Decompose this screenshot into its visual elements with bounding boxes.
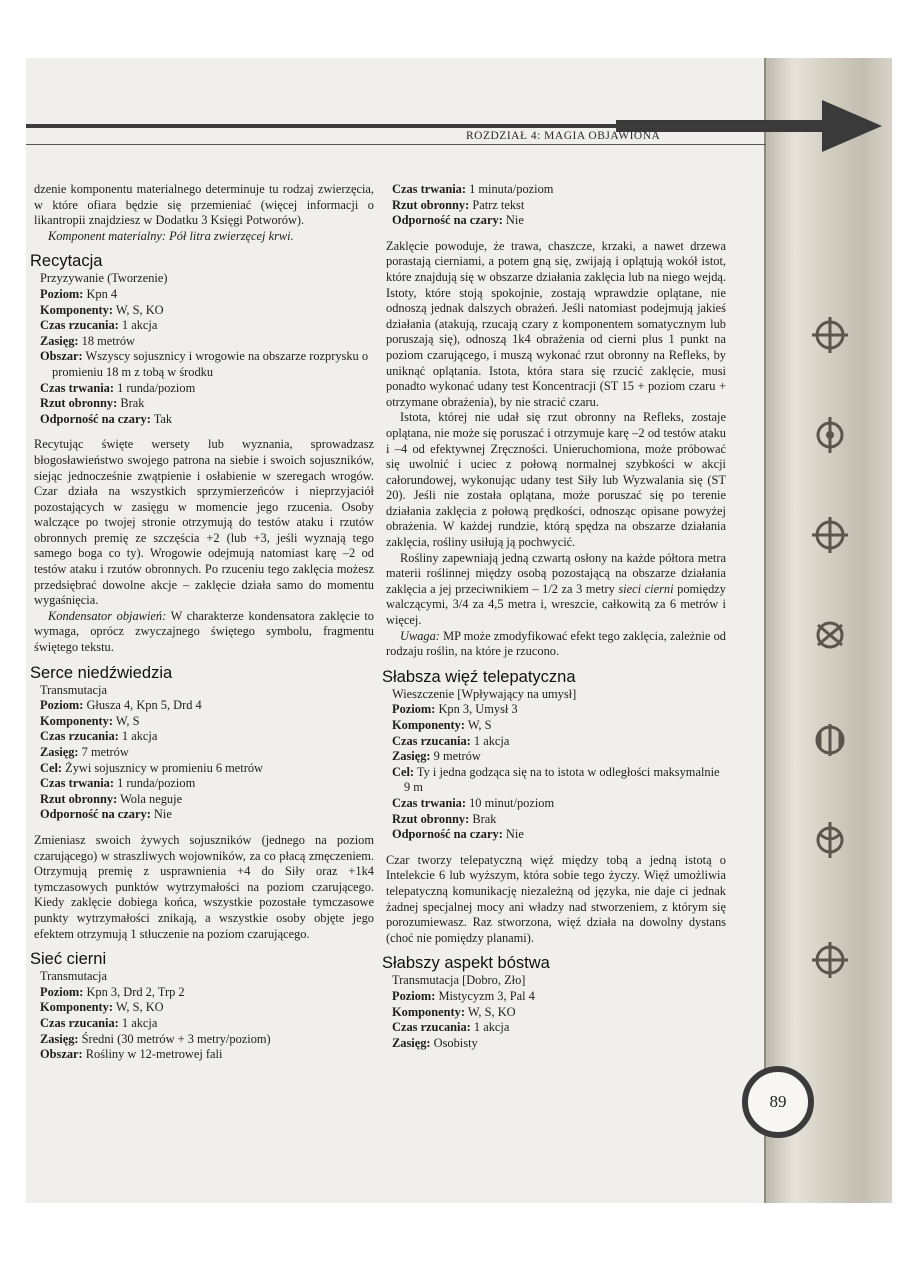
holy-symbol-icon <box>808 818 852 862</box>
stat-line <box>386 812 726 828</box>
stat-line <box>34 729 374 745</box>
spell-title: Serce niedźwiedzia <box>30 663 173 682</box>
stat-value: Kpn 4 <box>83 286 118 301</box>
stat-line <box>386 796 726 812</box>
page-number: 89 <box>742 1066 814 1138</box>
stat-value: 7 metrów <box>78 745 129 759</box>
paragraph <box>386 629 726 660</box>
stat-value: Kpn 3, Umysł 3 <box>435 702 518 717</box>
stat-label: Obszar: <box>40 1047 83 1062</box>
stat-value: Nie <box>150 807 172 822</box>
stat-label: Zasięg: <box>40 333 79 348</box>
stat-line <box>386 702 726 718</box>
stat-line <box>34 1032 374 1048</box>
stat-label: Cel: <box>40 760 63 775</box>
stat-label: Komponenty: <box>40 302 113 317</box>
stat-value: W, S, KO <box>112 1000 164 1015</box>
spell-title: Sieć cierni <box>30 950 107 969</box>
stat-value: Średni (30 metrów + 3 metry/poziom) <box>78 1031 271 1046</box>
stat-value: Osobisty <box>430 1035 478 1050</box>
book-page <box>26 58 892 1203</box>
stat-value: Ty i jedna godząca się na to istota w odległości maksymalnie 9 m <box>404 764 720 795</box>
stat-line <box>34 698 374 714</box>
stat-line <box>386 734 726 750</box>
right-column <box>382 182 726 1051</box>
paragraph: Zaklęcie powoduje, że trawa, chaszcze, krzaki, a nawet drzewa porastają cierniami, a potem gną się, zwijają i oplątują wokół istot, które znajdują się w obszarze działania zaklęcia lub na niego wejdą. Istoty, które stoją spokojnie, zostają wprawdzie oplątane, nie odnoszą jednak dalszych obrażeń. Jeśli natomiast podejmują jakieś działania (atakują, rzucają czary z komponentem somatycznym lub poruszają się), odnoszą 1k4 obrażenia od cierni plus 1 punkt na poziom czarującego, i muszą wykonać rzut obronny na Refleks, by uniknąć oplątania. Istota, która stara się rzucić zaklęcie, musi ponadto wykonać udany test Koncentracji (ST 15 + poziom czaru + otrzymane obrażenia), by nie stracić czaru. <box>386 238 726 409</box>
stat-label: Odporność na czary: <box>392 827 503 842</box>
stat-value: 9 metrów <box>430 749 481 764</box>
paragraph: dzenie komponentu materialnego determinuje tu rodzaj zwierzęcia, w które ofiara będzie się przemieniać (więcej informacji o likantropii znajdziesz w Dodatku 3 Księgi Potworów). <box>34 182 374 228</box>
stat-value: Patrz tekst <box>469 197 525 212</box>
stat-line <box>34 396 374 412</box>
stat-label: Poziom: <box>392 988 436 1003</box>
stat-line <box>386 1036 726 1052</box>
stat-label: Czas trwania: <box>392 182 466 196</box>
stat-value: 1 minuta/poziom <box>466 182 554 196</box>
stat-line <box>34 1000 374 1016</box>
stat-line <box>34 349 374 380</box>
stat-value: W, S <box>464 718 492 732</box>
header-rule-thick <box>26 124 766 128</box>
holy-symbol-icon <box>808 313 852 357</box>
stat-label: Poziom: <box>392 702 436 717</box>
stat-value: Głusza 4, Kpn 5, Drd 4 <box>83 698 202 713</box>
stat-label: Poziom: <box>40 698 84 713</box>
paragraph <box>34 609 374 656</box>
stat-value: 1 akcja <box>118 1015 158 1030</box>
chapter-header: ROZDZIAŁ 4: MAGIA OBJAWIONA <box>466 130 661 142</box>
stat-line <box>34 1047 374 1063</box>
stat-value: W, S, KO <box>464 1004 516 1019</box>
paragraph: Zmieniasz swoich żywych sojuszników (jednego na poziom czarującego) w straszliwych wojowników, za co płacą zmęczeniem. Otrzymują premię z usprawnienia +4 do Siły oraz +1k4 tymczasowych punktów wytrzymałości na poziom czarującego. Kiedy zaklęcie dobiega końca, wszystkie pozostałe tymczasowe punkty wytrzymałości znikają, a wszystkie osoby objęte jego efektem otrzymują 1 stłuczenie na poziom czarującego. <box>34 832 374 941</box>
stat-line <box>34 985 374 1001</box>
stat-value: Nie <box>502 827 524 842</box>
stat-label: Poziom: <box>40 984 84 999</box>
stat-value: 1 akcja <box>470 733 510 748</box>
stat-value: 1 akcja <box>470 1020 510 1035</box>
stat-line <box>34 303 374 319</box>
stat-label: Odporność na czary: <box>40 411 151 426</box>
paragraph: Czar tworzy telepatyczną więź między tobą a jedną istotą o Intelekcie 6 lub wyższym, która sobie tego życzy. Więź umożliwia telepatyczną komunikację niezależną od języka, nie daje ci jednak żadnej specjalnej mocy ani władzy nad stworzeniem, z którym się porozumiewasz. Raz stworzona, więź działa na dowolny dystans (choć nie pomiędzy planami). <box>386 852 726 945</box>
stat-line <box>386 182 726 198</box>
stat-value: Nie <box>502 213 524 228</box>
paragraph-text: pomiędzy walczącymi, 3/4 za 4,5 metra i, wreszcie, całkowitą za 6 metrów i więcej. <box>386 581 726 628</box>
holy-symbol-icon <box>808 938 852 982</box>
stat-label: Komponenty: <box>392 1004 465 1019</box>
stat-line <box>386 749 726 765</box>
paragraph <box>386 551 726 629</box>
italic-label: Kondensator objawień: <box>48 608 167 623</box>
paragraph: Komponent materialny: Pół litra zwierzęcej krwi. <box>48 228 294 243</box>
stat-line <box>386 198 726 214</box>
holy-symbol-icon <box>808 513 852 557</box>
stat-label: Rzut obronny: <box>392 197 470 212</box>
spell-school: Transmutacja <box>40 969 107 984</box>
stat-label: Czas rzucania: <box>392 1020 471 1035</box>
stat-line <box>34 334 374 350</box>
stat-label: Komponenty: <box>392 718 465 732</box>
stat-line <box>386 989 726 1005</box>
stat-label: Zasięg: <box>392 1035 431 1050</box>
stat-value: 18 metrów <box>78 333 135 348</box>
stat-label: Czas rzucania: <box>392 733 471 748</box>
stat-label: Cel: <box>392 764 415 779</box>
stat-line <box>386 213 726 229</box>
stat-value: 10 minut/poziom <box>466 795 555 810</box>
italic-label: Uwaga: <box>400 628 440 643</box>
paragraph: Recytując święte wersety lub wyznania, sprowadzasz błogosławieństwo swojego patrona na siebie i swoich sojuszników, siejąc jednocześnie zwątpienie i osłabienie w szeregach wrogów. Czar działa na wszystkich sprzymierzeńców i nieprzyjaciół pozostających w zasięgu w momencie jego rzucenia. Osoby walczące po twojej stronie otrzymują do testów ataku i rzutów obronnych premię ze szczęścia +2 (lub +3, jeśli wyznają tego samego boga co ty). Wrogowie odejmują natomiast karę –2 od testów ataku i rzutów obronnych. Po rzuceniu tego zaklęcia możesz przedsiębrać dowolne akcje – zaklęcie działa samo do momentu wygaśnięcia. <box>34 437 374 608</box>
spell-school: Transmutacja [Dobro, Zło] <box>392 973 526 988</box>
paragraph-text: Rośliny zapewniają jedną czwartą osłony na każde półtora metra materii roślinnej między osobą pozostającą na obszarze działania zaklęcia a jej przeciwnikiem – 1/2 za 3 metry <box>386 550 726 596</box>
stat-label: Zasięg: <box>40 745 79 759</box>
stat-line <box>34 745 374 761</box>
stat-value: 1 runda/poziom <box>114 380 196 395</box>
stat-label: Odporność na czary: <box>40 807 151 822</box>
left-column <box>30 182 374 1063</box>
holy-symbol-icon <box>808 613 852 657</box>
stat-label: Rzut obronny: <box>40 396 118 411</box>
stat-label: Zasięg: <box>40 1031 79 1046</box>
decorative-scroll-border <box>764 58 892 1203</box>
stat-label: Czas trwania: <box>392 795 466 810</box>
stat-line <box>34 381 374 397</box>
stat-line <box>386 718 726 734</box>
stat-label: Czas rzucania: <box>40 1015 119 1030</box>
stat-label: Czas trwania: <box>40 776 114 791</box>
stat-value: Wszyscy sojusznicy i wrogowie na obszarze rozprysku o promieniu 18 m z tobą w środku <box>52 349 369 379</box>
stat-line <box>34 714 374 730</box>
stat-label: Rzut obronny: <box>40 791 118 806</box>
spell-title: Recytacja <box>30 252 103 271</box>
stat-line <box>386 765 726 796</box>
spell-title: Słabszy aspekt bóstwa <box>382 954 550 973</box>
paragraph-text: W charakterze kondensatora zaklęcie to wymaga, oprócz zwyczajnego świętego symbolu, fragmentu świętego tekstu. <box>34 608 374 655</box>
stat-line <box>34 776 374 792</box>
holy-symbol-icon <box>808 413 852 457</box>
holy-symbol-icon <box>808 718 852 762</box>
spell-title: Słabsza więź telepatyczna <box>382 667 576 686</box>
stat-value: Mistycyzm 3, Pal 4 <box>435 988 535 1003</box>
stat-line <box>34 807 374 823</box>
stat-value: Rośliny w 12-metrowej fali <box>82 1047 223 1062</box>
stat-value: Tak <box>150 411 173 426</box>
stat-label: Czas trwania: <box>40 380 114 395</box>
spell-school: Transmutacja <box>40 682 107 697</box>
stat-value: 1 akcja <box>118 729 158 744</box>
stat-value: Kpn 3, Drd 2, Trp 2 <box>83 984 185 999</box>
paragraph-text: MP może zmodyfikować efekt tego zaklęcia, zależnie od rodzaju roślin, na które je rzucono. <box>386 628 726 659</box>
stat-value: W, S, KO <box>112 302 164 317</box>
spell-school: Przyzywanie (Tworzenie) <box>40 271 168 286</box>
stat-value: Brak <box>469 811 497 826</box>
stat-value: Wola neguje <box>117 791 183 806</box>
italic-text: sieci cierni <box>618 581 674 596</box>
stat-label: Komponenty: <box>40 1000 113 1015</box>
stat-label: Poziom: <box>40 286 84 301</box>
stat-line <box>34 318 374 334</box>
stat-label: Czas rzucania: <box>40 729 119 744</box>
stat-label: Rzut obronny: <box>392 811 470 826</box>
stat-value: 1 akcja <box>118 318 158 333</box>
stat-label: Odporność na czary: <box>392 213 503 228</box>
stat-line <box>34 412 374 428</box>
stat-label: Komponenty: <box>40 713 113 728</box>
stat-line <box>34 761 374 777</box>
stat-line <box>386 1005 726 1021</box>
stat-label: Obszar: <box>40 349 83 364</box>
stat-value: 1 runda/poziom <box>114 776 196 791</box>
spell-school: Wieszczenie [Wpływający na umysł] <box>392 686 577 701</box>
stat-line <box>386 827 726 843</box>
stat-value: Żywi sojusznicy w promieniu 6 metrów <box>62 760 264 775</box>
stat-line <box>34 792 374 808</box>
stat-value: Brak <box>117 396 145 411</box>
stat-label: Zasięg: <box>392 749 431 764</box>
stat-value: W, S <box>112 713 140 728</box>
stat-line <box>34 1016 374 1032</box>
stat-label: Czas rzucania: <box>40 318 119 333</box>
stat-line <box>34 287 374 303</box>
header-rule-thin <box>26 144 766 145</box>
stat-line <box>386 1020 726 1036</box>
paragraph: Istota, której nie udał się rzut obronny na Refleks, zostaje oplątana, nie może się poruszać i otrzymuje karę –2 od testów ataku i –4 od efektywnej Zręczności. Unieruchomiona, może próbować się uwolnić i uciec z połową normalnej szybkości w akcji całorundowej, wykonując udany test Siły lub Wyzwalania się (ST 20). Jeśli nie została oplątana, może poruszać się po terenie działania zaklęcia z połową prędkości, odnosząc opisane powyżej obrażenia. W każdej rundzie, którą spędza na obszarze działania zaklęcia, rośliny usiłują ją pochwycić. <box>386 410 726 550</box>
